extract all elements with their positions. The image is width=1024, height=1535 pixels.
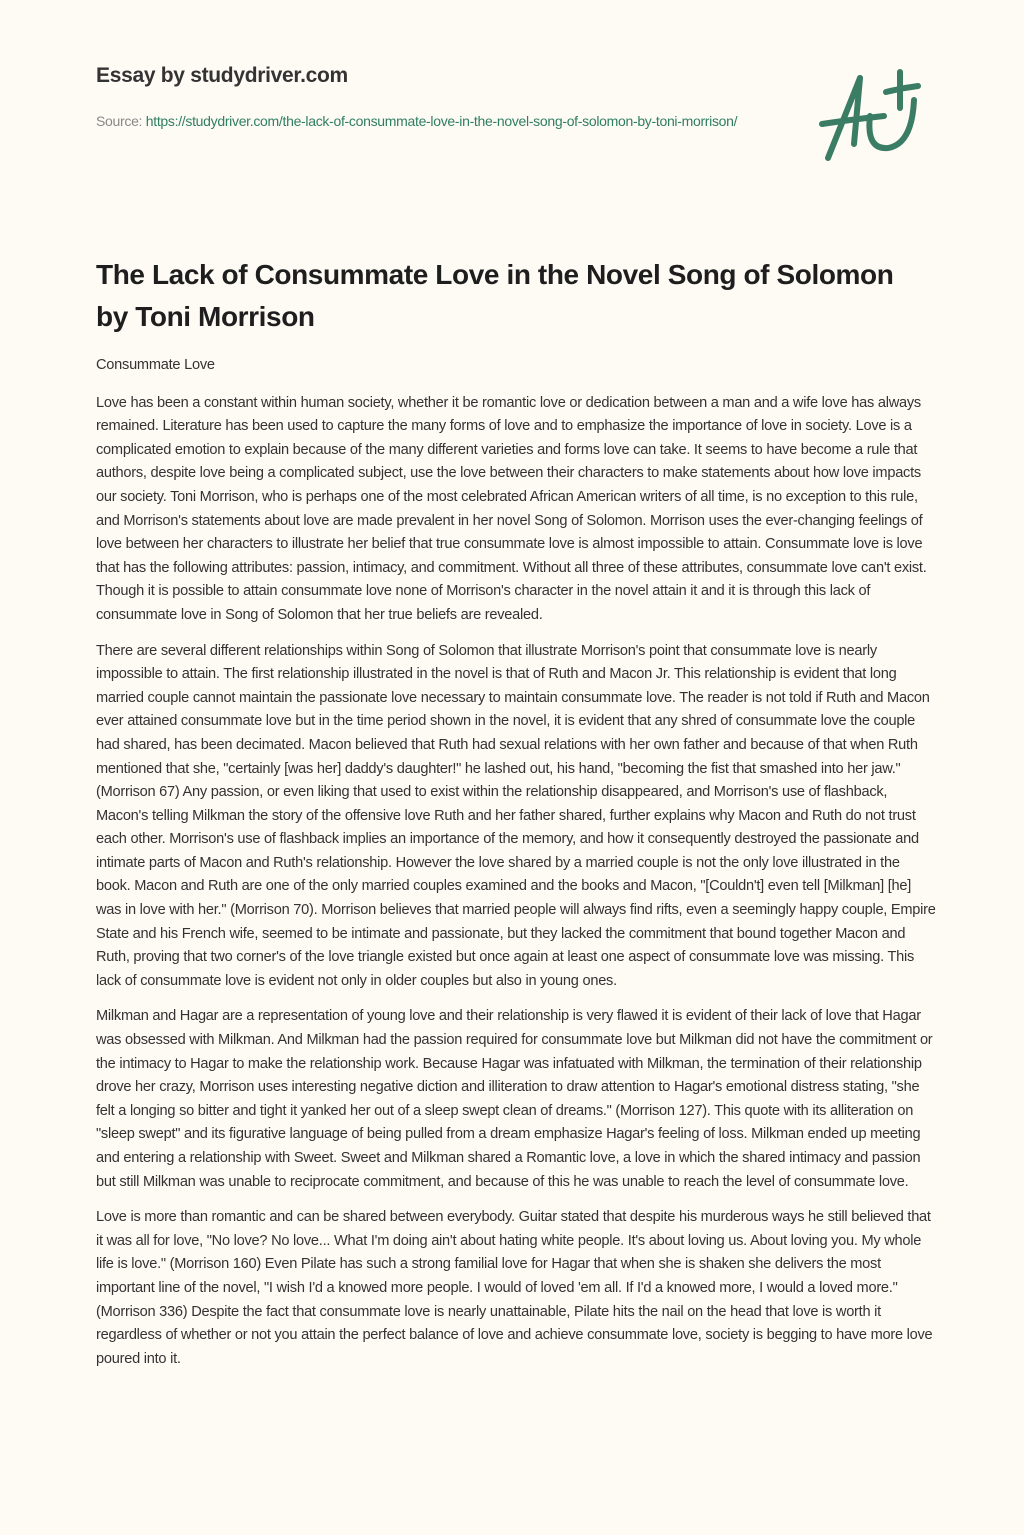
site-title: Essay by studydriver.com [96, 64, 348, 87]
page-header [96, 62, 776, 133]
article-subtitle: Consummate Love [96, 357, 215, 373]
source-label: Source: [96, 113, 143, 129]
source-line [96, 109, 776, 133]
article-body [96, 354, 936, 1383]
paragraph-4: Love is more than romantic and can be shared between everybody. Guitar stated that despite his murderous ways he still believed that it was all for love, "No love? No love... What I'm doing ain't about hating white people. It's about loving us. About loving you. My whole life is love." (Morrison 160) Even Pilate has such a strong familial love for Hagar that when she is shaken she delivers the most important line of the novel, "I wish I'd a knowed more people. I would of loved 'em all. If I'd a knowed more, I would a loved more." (Morrison 336) Despite the fact that consummate love is nearly unattainable, Pilate hits the nail on the head that love is worth it regardless of whether or not you attain the perfect balance of love and achieve consummate love, society is begging to have more love poured into it. [96, 1209, 933, 1367]
paragraph-1: Love has been a constant within human society, whether it be romantic love or dedication between a man and a wife love has always remained. Literature has been used to capture the many forms of love and to emphasize the importance of love in society. Love is a complicated emotion to explain because of the many different varieties and forms love can take. It seems to have become a rule that authors, despite love being a complicated subject, use the love between their characters to make statements about how love impacts our society. Toni Morrison, who is perhaps one of the most celebrated African American writers of all time, is no exception to this rule, and Morrison's statements about love are made prevalent in her novel Song of Solomon. Morrison uses the ever-changing feelings of love between her characters to illustrate her belief that true consummate love is almost impossible to attain. Consummate love is love that has the following attributes: passion, intimacy, and commitment. Without all three of these attributes, consummate love can't exist. Though it is possible to attain consummate love none of Morrison's character in the novel attain it and it is through this lack of consummate love in Song of Solomon that her true beliefs are revealed. [96, 394, 927, 623]
source-link[interactable]: https://studydriver.com/the-lack-of-consummate-love-in-the-novel-song-of-solomon-by-toni-morrison/ [145, 113, 738, 129]
a-plus-logo-svg [818, 66, 930, 166]
a-plus-grade-icon [818, 66, 930, 166]
paragraph-3: Milkman and Hagar are a representation of young love and their relationship is very flawed it is evident of their lack of love that Hagar was obsessed with Milkman. And Milkman had the passion required for consummate love but Milkman did not have the commitment or the intimacy to Hagar to make the relationship work. Because Hagar was infatuated with Milkman, the termination of their relationship drove her crazy, Morrison uses interesting negative diction and illiteration to draw attention to Hagar's emotional distress stating, "she felt a longing so bitter and tight it yanked her out of a sleep swept clean of dreams." (Morrison 127). This quote with its alliteration on "sleep swept" and its figurative language of being pulled from a dream emphasize Hagar's feeling of loss. Milkman ended up meeting and entering a relationship with Sweet. Sweet and Milkman shared a Romantic love, a love in which the shared intimacy and passion but still Milkman was unable to reciprocate commitment, and because of this he was unable to reach the level of consummate love. [96, 1008, 933, 1190]
paragraph-2: There are several different relationships within Song of Solomon that illustrate Morrison's point that consummate love is nearly impossible to attain. The first relationship illustrated in the novel is that of Ruth and Macon Jr. This relationship is evident that long married couple cannot maintain the passionate love necessary to maintain consummate love. The reader is not told if Ruth and Macon ever attained consummate love but in the time period shown in the novel, it is evident that any shred of consummate love the couple had shared, has been decimated. Macon believed that Ruth had sexual relations with her own father and because of that when Ruth mentioned that she, "certainly [was her] daddy's daughter!" he lashed out, his hand, "becoming the fist that smashed into her jaw." (Morrison 67) Any passion, or even liking that used to exist within the relationship disappeared, and Morrison's use of flashback, Macon's telling Milkman the story of the offensive love Ruth and her father shared, further explains why Macon and Ruth do not trust each other. Morrison's use of flashback implies an importance of the memory, and how it consequently destroyed the passionate and intimate parts of Macon and Ruth's relationship. However the love shared by a married couple is not the only love illustrated in the book. Macon and Ruth are one of the only married couples examined and the books and Macon, "[Couldn't] even tell [Milkman] [he] was in love with her." (Morrison 70). Morrison believes that married people will always find rifts, even a seemingly happy couple, Empire State and his French wife, seemed to be intimate and passionate, but they lacked the commitment that bound together Macon and Ruth, proving that two corner's of the love triangle existed but once again at least one aspect of consummate love was missing. This lack of consummate love is evident not only in older couples but also in young ones. [96, 642, 936, 989]
article-title: The Lack of Consummate Love in the Novel Song of Solomon by Toni Morrison [96, 259, 894, 332]
